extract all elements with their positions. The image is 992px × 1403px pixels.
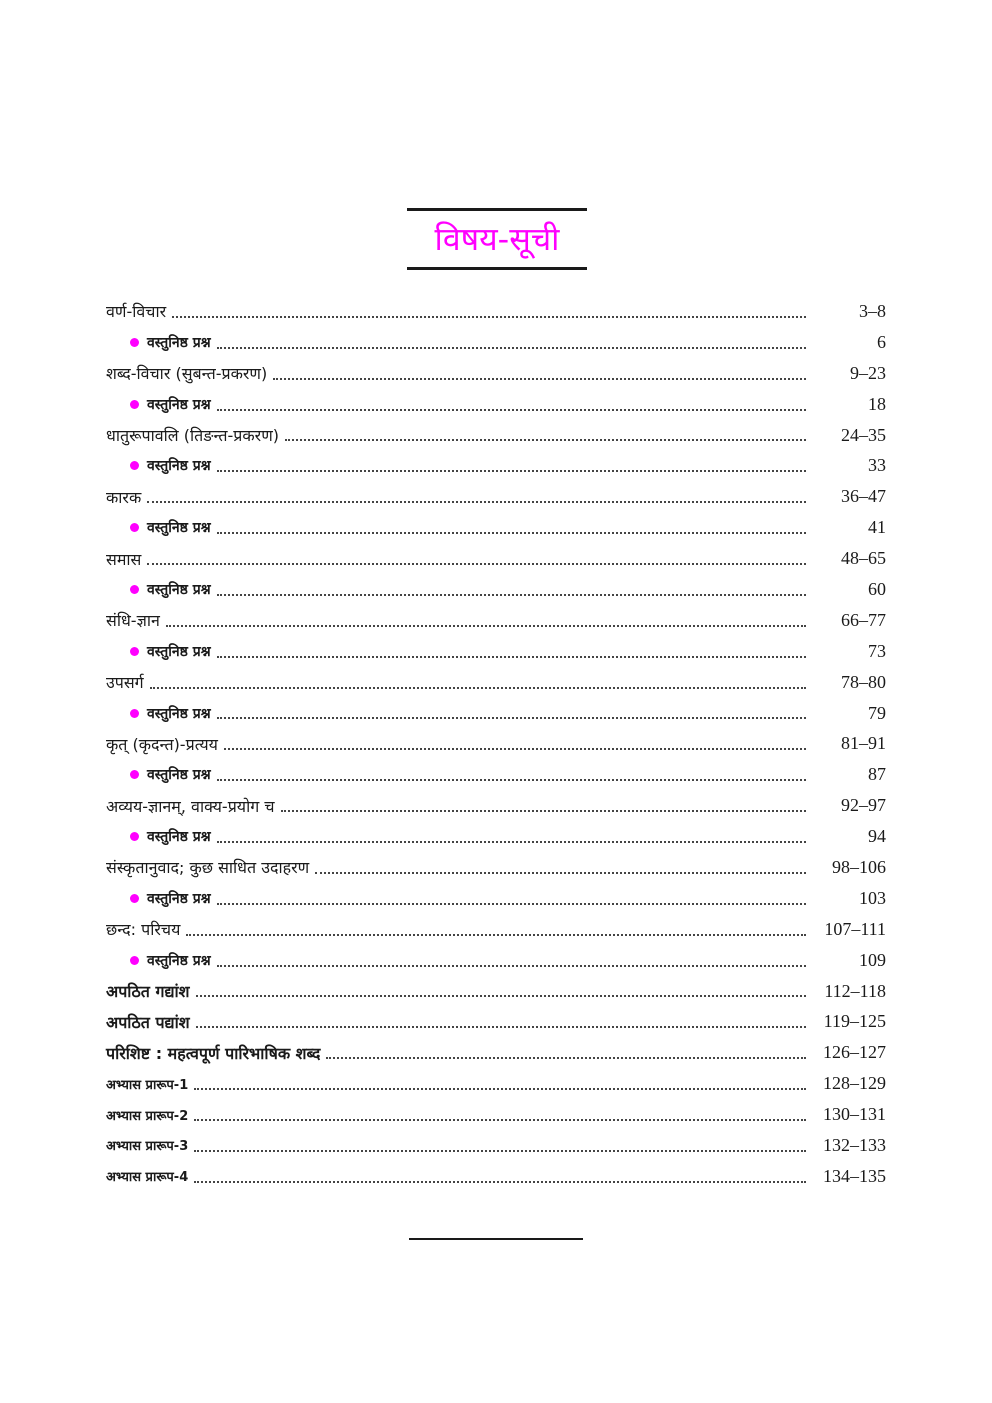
toc-subentry[interactable]	[106, 450, 886, 481]
page-title-block	[407, 208, 587, 270]
bullet-icon	[130, 585, 139, 594]
toc-page-number: 66–77	[841, 609, 886, 630]
dot-leader	[194, 1087, 806, 1090]
bullet-icon	[130, 647, 139, 656]
toc-page-number: 126–127	[823, 1042, 886, 1063]
toc-page-number: 134–135	[823, 1165, 886, 1186]
toc-entry[interactable]	[106, 605, 886, 636]
toc-entry-title	[130, 951, 217, 970]
toc-entry[interactable]	[106, 1006, 886, 1037]
toc-page-number: 92–97	[841, 795, 886, 816]
toc-entry-label: वस्तुनिष्ठ प्रश्न	[147, 829, 211, 846]
dot-leader	[166, 624, 806, 627]
toc-entry-label: वस्तुनिष्ठ प्रश्न	[147, 952, 211, 969]
dot-leader	[285, 438, 806, 441]
toc-entry[interactable]	[106, 543, 886, 574]
toc-entry-title	[106, 609, 166, 631]
toc-page-number: 87	[868, 764, 886, 785]
toc-entry-title	[130, 518, 217, 537]
bullet-icon	[130, 523, 139, 532]
toc-page-number: 36–47	[841, 486, 886, 507]
toc-entry[interactable]	[106, 358, 886, 389]
toc-entry-title	[106, 918, 186, 940]
toc-entry-title	[106, 671, 150, 693]
toc-page-number: 109	[859, 949, 886, 970]
toc-entry-title	[106, 1167, 194, 1185]
toc-entry-label: संधि-ज्ञान	[106, 611, 160, 631]
toc-entry-title	[130, 580, 217, 599]
toc-entry-title	[106, 486, 147, 508]
dot-leader	[217, 778, 806, 781]
toc-entry-title	[130, 333, 217, 352]
toc-subentry[interactable]	[106, 945, 886, 976]
toc-subentry[interactable]	[106, 759, 886, 790]
bullet-icon	[130, 770, 139, 779]
toc-entry-label: कारक	[106, 487, 142, 507]
toc-entry-label: वस्तुनिष्ठ प्रश्न	[147, 334, 211, 351]
toc-entry[interactable]	[106, 1099, 886, 1130]
dot-leader	[196, 1025, 806, 1028]
toc-entry-title	[130, 889, 217, 908]
toc-entry-label: वस्तुनिष्ठ प्रश्न	[147, 643, 211, 660]
toc-entry-title	[130, 395, 217, 414]
toc-subentry[interactable]	[106, 636, 886, 667]
dot-leader	[217, 716, 806, 719]
toc-page-number: 81–91	[841, 733, 886, 754]
dot-leader	[172, 315, 806, 318]
dot-leader	[273, 377, 806, 380]
toc-entry-title	[130, 642, 217, 661]
toc-entry-label: कृत् (कृदन्त)-प्रत्यय	[106, 734, 218, 754]
toc-entry[interactable]	[106, 852, 886, 883]
toc-entry[interactable]	[106, 914, 886, 945]
dot-leader	[217, 531, 806, 534]
toc-page-number: 79	[868, 702, 886, 723]
dot-leader	[217, 840, 806, 843]
toc-entry-title	[130, 765, 217, 784]
toc-entry-label: समास	[106, 549, 142, 569]
toc-page-number: 6	[877, 331, 886, 352]
toc-entry-label: अभ्यास प्रारूप-3	[106, 1139, 189, 1155]
toc-page-number: 119–125	[823, 1011, 886, 1032]
bullet-icon	[130, 461, 139, 470]
dot-leader	[186, 933, 806, 936]
toc-entry-label: धातुरूपावलि (तिङन्त-प्रकरण)	[106, 426, 280, 445]
toc-entry-title	[106, 795, 281, 817]
toc-subentry[interactable]	[106, 574, 886, 605]
dot-leader	[217, 655, 806, 658]
toc-entry[interactable]	[106, 667, 886, 698]
toc-page-number: 112–118	[824, 980, 886, 1001]
toc-entry[interactable]	[106, 420, 886, 451]
toc-entry-label: शब्द-विचार (सुबन्त-प्रकरण)	[106, 364, 268, 384]
toc-entry[interactable]	[106, 790, 886, 821]
dot-leader	[224, 747, 806, 750]
toc-entry-label: वस्तुनिष्ठ प्रश्न	[147, 581, 211, 598]
toc-entry[interactable]	[106, 1161, 886, 1192]
toc-entry-title	[106, 1075, 194, 1093]
toc-page-number: 48–65	[841, 548, 886, 569]
toc-page-number: 94	[868, 826, 886, 847]
toc-entry-title	[106, 1136, 194, 1154]
toc-page-number: 130–131	[823, 1104, 886, 1125]
dot-leader	[196, 994, 806, 997]
dot-leader	[194, 1118, 806, 1121]
dot-leader	[147, 500, 806, 503]
bullet-icon	[130, 894, 139, 903]
toc-entry-label: वस्तुनिष्ठ प्रश्न	[147, 458, 211, 475]
toc-subentry[interactable]	[106, 821, 886, 852]
dot-leader	[326, 1056, 806, 1059]
toc-subentry[interactable]	[106, 883, 886, 914]
toc-page-number: 3–8	[859, 300, 886, 321]
toc-entry-title	[106, 980, 196, 1002]
toc-entry-label: संस्कृतानुवाद; कुछ साधित उदाहरण	[106, 858, 310, 878]
toc-entry-label: परिशिष्ट : महत्वपूर्ण पारिभाषिक शब्द	[106, 1043, 321, 1063]
toc-entry-title	[130, 456, 217, 475]
toc-page-number: 73	[868, 640, 886, 661]
toc-entry-label: अपठित गद्यांश	[106, 982, 190, 1002]
toc-page-number: 98–106	[832, 856, 886, 877]
toc-entry-label: अभ्यास प्रारूप-1	[106, 1077, 189, 1093]
dot-leader	[217, 964, 806, 967]
toc-page-number: 132–133	[823, 1134, 886, 1155]
toc-entry-label: वस्तुनिष्ठ प्रश्न	[147, 705, 211, 722]
toc-page-number: 128–129	[823, 1073, 886, 1094]
dot-leader	[281, 809, 807, 812]
toc-page-number: 103	[859, 887, 886, 908]
toc-entry-title	[106, 856, 315, 878]
toc-page-number: 9–23	[850, 362, 886, 383]
toc-entry[interactable]	[106, 481, 886, 512]
toc-entry-label: वस्तुनिष्ठ प्रश्न	[147, 396, 211, 413]
toc-entry-title	[106, 424, 285, 446]
toc-entry-title	[130, 827, 217, 846]
page-title: विषय-सूची	[434, 220, 560, 258]
toc-entry[interactable]	[106, 976, 886, 1007]
toc-page-number: 78–80	[841, 671, 886, 692]
dot-leader	[194, 1149, 806, 1152]
bullet-icon	[130, 956, 139, 965]
toc-entry[interactable]	[106, 1130, 886, 1161]
toc-entry-title	[106, 1106, 194, 1124]
toc-entry-label: छन्द: परिचय	[106, 920, 181, 940]
dot-leader	[217, 408, 806, 411]
dot-leader	[315, 871, 806, 874]
dot-leader	[217, 469, 806, 472]
dot-leader	[217, 902, 806, 905]
toc-entry-label: वस्तुनिष्ठ प्रश्न	[147, 890, 211, 907]
dot-leader	[217, 593, 806, 596]
toc-page-number: 18	[868, 393, 886, 414]
toc-entry[interactable]	[106, 1037, 886, 1068]
toc-entry-title	[106, 548, 147, 570]
toc-entry-title	[106, 362, 273, 384]
toc-page-number: 33	[868, 455, 886, 476]
table-of-contents	[106, 296, 886, 1192]
toc-entry-label: अव्यय-ज्ञानम्, वाक्य-प्रयोग च	[106, 796, 275, 816]
toc-entry[interactable]	[106, 728, 886, 759]
toc-entry[interactable]	[106, 1068, 886, 1099]
bullet-icon	[130, 832, 139, 841]
toc-entry-title	[106, 733, 224, 755]
toc-page-number: 41	[868, 517, 886, 538]
dot-leader	[147, 562, 806, 565]
toc-entry-label: वस्तुनिष्ठ प्रश्न	[147, 520, 211, 537]
toc-entry-label: वर्ण-विचार	[106, 302, 167, 322]
toc-entry-label: अपठित पद्यांश	[106, 1012, 190, 1032]
bottom-divider	[409, 1238, 583, 1240]
dot-leader	[194, 1180, 806, 1183]
toc-subentry[interactable]	[106, 389, 886, 420]
toc-entry-label: अभ्यास प्रारूप-4	[106, 1170, 189, 1186]
bullet-icon	[130, 338, 139, 347]
toc-page-number: 107–111	[824, 918, 886, 939]
toc-entry-title	[106, 1011, 196, 1033]
toc-entry-title	[130, 704, 217, 723]
toc-entry-label: अभ्यास प्रारूप-2	[106, 1108, 189, 1124]
toc-subentry[interactable]	[106, 698, 886, 729]
toc-subentry[interactable]	[106, 512, 886, 543]
bullet-icon	[130, 709, 139, 718]
toc-page-number: 60	[868, 578, 886, 599]
toc-page-number: 24–35	[841, 424, 886, 445]
dot-leader	[150, 686, 806, 689]
dot-leader	[217, 346, 806, 349]
toc-entry-title	[106, 1042, 326, 1064]
toc-entry-title	[106, 300, 172, 322]
toc-entry-label: वस्तुनिष्ठ प्रश्न	[147, 767, 211, 784]
toc-entry-label: उपसर्ग	[106, 673, 144, 693]
toc-entry[interactable]	[106, 296, 886, 327]
toc-subentry[interactable]	[106, 327, 886, 358]
bullet-icon	[130, 400, 139, 409]
